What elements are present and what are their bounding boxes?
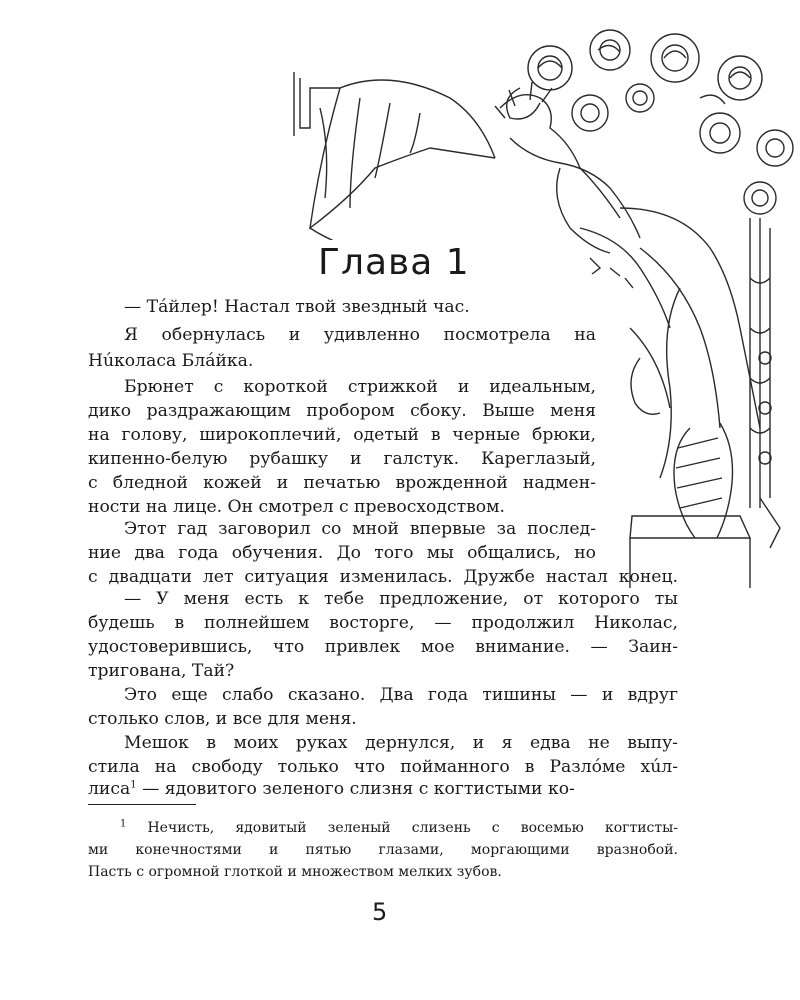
footnote-line: [120, 818, 678, 838]
text-line: столько слов, и все для меня.: [88, 709, 357, 729]
text-line: Мешок в моих руках дернулся, и я едва не выпу-: [124, 733, 678, 753]
text-line: Нúколаса Блáйка.: [88, 351, 254, 371]
twisted-pillar: [630, 423, 750, 588]
roses-decoration: [507, 30, 793, 214]
text-line: с двадцати лет ситуация изменилась. Дружбе настал конец.: [88, 567, 678, 587]
text-line-with-footnote-ref: [88, 778, 678, 800]
text-line: стила на свободу только что пойманного в Разлóме хúл-: [88, 757, 678, 777]
text-line: — Тáйлер! Настал твой звездный час.: [124, 297, 470, 317]
text-line: Я обернулась и удивленно посмотрела на: [124, 325, 596, 345]
footnote-line: Пасть с огромной глоткой и множеством мелких зубов.: [88, 864, 502, 880]
text-line: — У меня есть к тебе предложение, от которого ты: [124, 589, 678, 609]
footnote-marker: 1: [120, 818, 127, 830]
footnote-line: ми конечностями и пятью глазами, моргающими вразнобой.: [88, 842, 678, 858]
text-line: будешь в полнейшем восторге, — продолжил Николас,: [88, 613, 678, 633]
text-line: ности на лице. Он смотрел с превосходством.: [88, 497, 505, 517]
text-line: удостоверившись, что привлек мое внимание. — Заин-: [88, 637, 678, 657]
text-line: на голову, широкоплечий, одетый в черные брюки,: [88, 425, 596, 445]
footnote-text: Нечисть, ядовитый зеленый слизень с восемью когтисты-: [126, 820, 678, 836]
text-line: дико раздражающим пробором сбоку. Выше меня: [88, 401, 596, 421]
text-line: с бледной кожей и печатью врожденной надмен-: [88, 473, 596, 493]
page-number: 5: [372, 898, 388, 926]
text-line: тригована, Тай?: [88, 661, 235, 681]
text-fragment: лиса: [88, 779, 131, 799]
text-line: Этот гад заговорил со мной впервые за послед-: [124, 519, 596, 539]
footnote-reference[interactable]: 1: [130, 779, 137, 791]
text-line: Брюнет с короткой стрижкой и идеальным,: [124, 377, 596, 397]
text-line: кипенно-белую рубашку и галстук. Кареглазый,: [88, 449, 596, 469]
text-fragment: — ядовитого зеленого слизня с когтистыми ко-: [136, 779, 575, 799]
chapter-title: Глава 1: [312, 240, 476, 285]
text-line: Это еще слабо сказано. Два года тишины — и вдруг: [124, 685, 678, 705]
text-line: ние два года обучения. До того мы общались, но: [88, 543, 596, 563]
footnote-divider: [88, 804, 196, 805]
dragon-wing: [310, 80, 495, 258]
